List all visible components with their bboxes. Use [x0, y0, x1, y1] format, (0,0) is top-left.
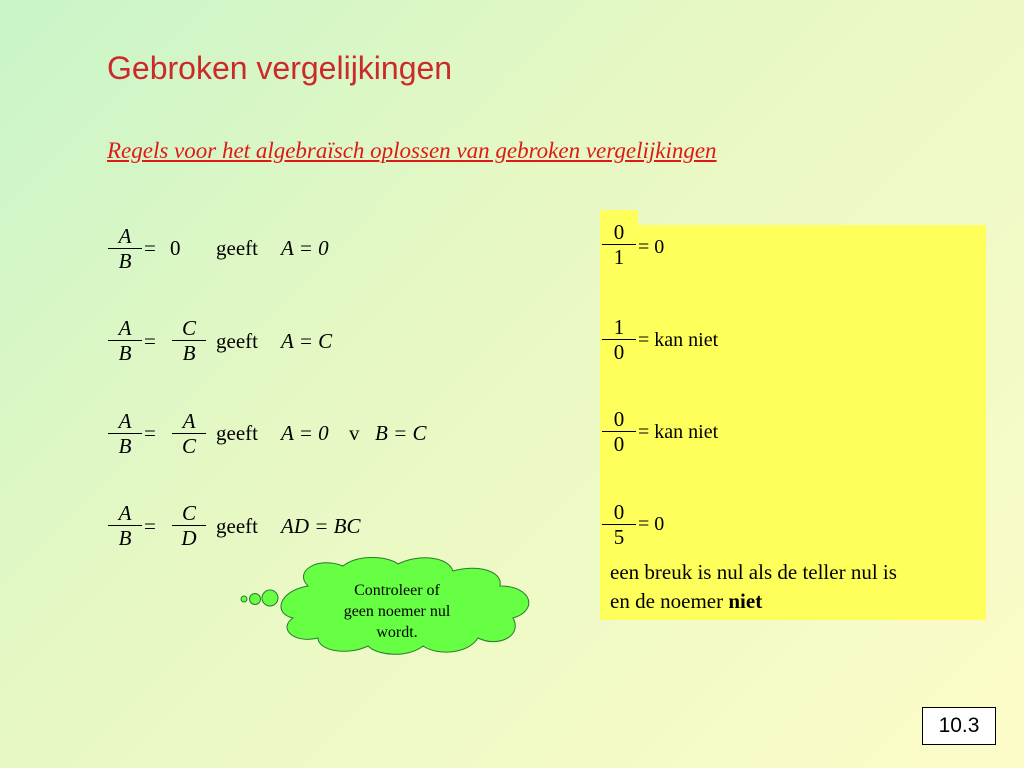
subtitle: Regels voor het algebraïsch oplossen van gebroken vergelijkingen — [107, 138, 717, 163]
example-4-result: = 0 — [638, 513, 665, 535]
example-4-fraction — [606, 500, 632, 549]
bubble-line-3: wordt. — [376, 624, 418, 641]
page-number-box: 10.3 — [922, 707, 996, 745]
fraction-numerator: 0 — [613, 407, 625, 431]
page-title: Gebroken vergelijkingen — [107, 50, 453, 86]
rule-2-rhs-fraction — [176, 316, 202, 365]
rule-3-result-b: B = C — [375, 421, 427, 445]
fraction-denominator: B — [118, 434, 132, 458]
fraction-denominator: 5 — [613, 525, 625, 549]
example-3-fraction — [606, 407, 632, 456]
rule-2-lhs-fraction — [112, 316, 138, 365]
fraction-numerator: A — [182, 409, 196, 433]
bubble-dot-small — [241, 596, 247, 602]
fraction-denominator: B — [118, 249, 132, 273]
fraction-denominator: 0 — [613, 432, 625, 456]
rule-3-rhs-fraction — [176, 409, 202, 458]
rule-4-rhs-fraction — [176, 501, 202, 550]
example-3-result: = kan niet — [638, 421, 719, 443]
fraction-numerator: 0 — [613, 220, 625, 244]
rule-4-result: AD = BC — [281, 514, 361, 538]
geeft-label: geeft — [216, 329, 258, 353]
rule-3-lhs-fraction — [112, 409, 138, 458]
note-line-1: een breuk is nul als de teller nul is — [610, 560, 897, 584]
equals-sign: = — [144, 514, 156, 538]
rule-4-lhs-fraction — [112, 501, 138, 550]
geeft-label: geeft — [216, 236, 258, 260]
equals-sign: = — [144, 329, 156, 353]
fraction-denominator: 0 — [613, 340, 625, 364]
or-symbol: v — [349, 421, 360, 445]
note-line-2 — [610, 589, 762, 613]
fraction-denominator: B — [182, 341, 196, 365]
fraction-numerator: A — [118, 409, 132, 433]
rule-2-result: A = C — [281, 329, 333, 353]
fraction-denominator: B — [118, 526, 132, 550]
equals-sign: = — [144, 236, 156, 260]
bubble-dot-medium — [250, 594, 261, 605]
rule-1-rhs: 0 — [170, 236, 181, 260]
example-2-result: = kan niet — [638, 329, 719, 351]
example-1-result: = 0 — [638, 236, 665, 258]
fraction-denominator: D — [181, 526, 197, 550]
fraction-numerator: A — [118, 501, 132, 525]
bubble-line-1: Controleer of — [354, 582, 440, 599]
fraction-denominator: C — [181, 434, 196, 458]
rule-1-result: A = 0 — [281, 236, 329, 260]
fraction-numerator: A — [118, 224, 132, 248]
fraction-numerator: C — [181, 316, 196, 340]
fraction-denominator: 1 — [613, 245, 625, 269]
fraction-denominator: B — [118, 341, 132, 365]
example-2-fraction — [606, 315, 632, 364]
fraction-numerator: 0 — [613, 500, 625, 524]
fraction-numerator: C — [181, 501, 196, 525]
note-bold-word: niet — [728, 589, 763, 613]
fraction-numerator: 1 — [613, 315, 625, 339]
example-1-fraction — [606, 220, 632, 269]
rule-3-result-a: A = 0 — [281, 421, 329, 445]
bubble-line-2: geen noemer nul — [343, 603, 451, 620]
note-text: en de noemer — [610, 589, 724, 613]
bubble-dot-large — [262, 590, 278, 606]
bubble-text — [322, 580, 472, 643]
geeft-label: geeft — [216, 421, 258, 445]
equals-sign: = — [144, 421, 156, 445]
rule-1-lhs-fraction — [112, 224, 138, 273]
geeft-label: geeft — [216, 514, 258, 538]
fraction-numerator: A — [118, 316, 132, 340]
